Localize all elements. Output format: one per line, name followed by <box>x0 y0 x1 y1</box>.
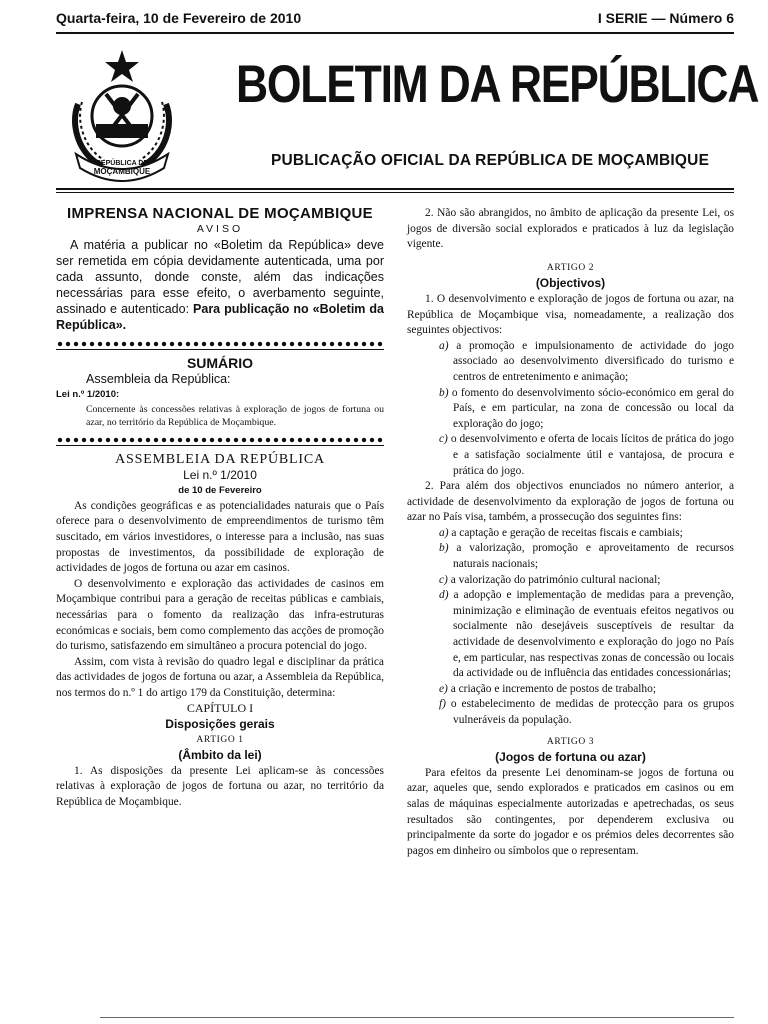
list-item: c) a valorização do património cultural nacional; <box>439 573 661 586</box>
list-item: a) a promoção e impulsionamento de actividade do jogo associado ao desenvolvimento diversificado do turismo e centros de entretenimento e animação; <box>439 339 734 383</box>
masthead-title: BOLETIM DA REPÚBLICA <box>236 55 759 114</box>
sumario-heading: SUMÁRIO <box>186 355 254 372</box>
page-header <box>56 10 734 30</box>
sumario-org: Assembleia da República: <box>86 371 231 386</box>
left-column <box>56 206 384 811</box>
masthead-rule-thin <box>56 192 734 193</box>
footer-rule <box>100 1017 734 1018</box>
issue-date: Quarta-feira, 10 de Fevereiro de 2010 <box>56 10 302 26</box>
sumario-lei: Lei n.º 1/2010: <box>56 389 120 401</box>
emblem-text-1: REPÚBLICA DE <box>95 160 149 167</box>
article-1-paragraph-1: 1. As disposições da presente Lei aplicam-se às concessões relativas à exploração de jogos de fortuna ou azar, no território da República de Moçambique. <box>56 764 384 809</box>
lei-number: Lei n.º 1/2010 <box>183 467 257 482</box>
issue-series: I SERIE — Número 6 <box>597 10 734 26</box>
preamble-paragraph-1: As condições geográficas e as potencialidades naturais que o País oferece para o desenvolvimento de empreendimentos de turismo têm suscitado, em vários investidores, o interesse para a inclusão, nas suas propostas de investimentos, da possibilidade de exploração de actividades de jogos de fortuna ou azar em casinos. <box>56 499 384 575</box>
article-2-paragraph-1: 1. O desenvolvimento e exploração de jogos de fortuna ou azar, na República de Moçambique visa, nomeadamente, a realização dos seguintes objectivos: <box>407 292 734 337</box>
article-3-heading: ARTIGO 3 <box>546 736 595 747</box>
list-item: d) a adopção e implementação de medidas para a prevenção, minimização e eliminação de eventuais efeitos negativos ou socialmente não desejáveis susceptíveis de resultar da actividade de desenvolvimento e exploração do jogo no País e, em particular, nas respectivas zonas de concessão ou locais da actividade ou de influência das entidades concessionárias; <box>439 589 734 680</box>
header-rule <box>56 32 734 34</box>
imprensa-heading: IMPRENSA NACIONAL DE MOÇAMBIQUE <box>67 205 373 222</box>
article-1-paragraph-2: 2. Não são abrangidos, no âmbito de aplicação da presente Lei, os jogos de diversão social explorados e praticados à luz da legislação vigente. <box>407 207 734 251</box>
right-column <box>407 206 734 859</box>
dotted-divider <box>56 339 384 350</box>
article-3-paragraph-1: Para efeitos da presente Lei denominam-se jogos de fortuna ou azar, aqueles que, sendo explorados e praticados em casinos ou em salas de máquinas especialmente autorizadas e apetrechadas, os seus resultados são contingentes, por dependerem exclusiva ou principalmente da sorte do jogador e os prémios deles decorrentes são pagos em dinheiro ou símbolos que o representam. <box>407 766 734 857</box>
list-item: b) a valorização, promoção e aproveitamento de recursos naturais nacionais; <box>439 542 734 571</box>
preamble-paragraph-3: Assim, com vista à revisão do quadro legal e disciplinar da prática das actividades de jogos de fortuna ou azar, a Assembleia da República, nos termos do n.º 1 do artigo 179 da Constituição, determina: <box>56 655 384 699</box>
list-item: e) a criação e incremento de postos de trabalho; <box>439 682 656 695</box>
article-2-paragraph-2: 2. Para além dos objectivos enunciados no número anterior, a actividade de desenvolvimento da exploração de jogos de fortuna ou azar no País visa, também, a prossecução dos seguintes fins: <box>407 480 734 524</box>
coat-of-arms-emblem <box>56 44 188 182</box>
article-3-title: (Jogos de fortuna ou azar) <box>495 750 646 765</box>
list-item: b) o fomento do desenvolvimento sócio-económico em geral do País, e em particular, na zona de concessão ou local da exploração do jogo; <box>439 386 734 430</box>
lei-date: de 10 de Fevereiro <box>178 485 262 497</box>
chapter-title: Disposições gerais <box>165 717 275 732</box>
chapter-heading: CAPÍTULO I <box>186 701 254 716</box>
emblem-text-2: MOÇAMBIQUE <box>93 167 151 176</box>
list-item: c) o desenvolvimento e oferta de locais lícitos de prática do jogo e a satisfação socialmente útil e vantajosa, de procura e prática do jogo. <box>439 433 734 477</box>
aviso-title: AVISO <box>196 222 244 235</box>
article-1-heading: ARTIGO 1 <box>196 734 244 745</box>
article-2-title: (Objectivos) <box>535 276 606 291</box>
masthead-rule <box>56 188 734 190</box>
article-2-heading: ARTIGO 2 <box>546 262 595 273</box>
masthead-subtitle: PUBLICAÇÃO OFICIAL DA REPÚBLICA DE MOÇAMBIQUE <box>271 152 710 169</box>
dotted-divider-2 <box>56 435 384 446</box>
aviso-text: A matéria a publicar no «Boletim da República» deve ser remetida em cópia devidamente autenticada, uma por cada assunto, donde conste, além das indicações necessárias para esse efeito, o averbamento seguinte, assinado e autenticado: Para publicação no «Boletim da República». <box>56 238 384 333</box>
sumario-description: Concernente às concessões relativas à exploração de jogos de fortuna ou azar, no território da República de Moçambique. <box>86 403 384 428</box>
list-item: a) a captação e geração de receitas fiscais e cambiais; <box>439 526 683 539</box>
assembleia-heading: ASSEMBLEIA DA REPÚBLICA <box>115 451 325 467</box>
article-1-title: (Âmbito da lei) <box>178 748 262 763</box>
preamble-paragraph-2: O desenvolvimento e exploração das actividades de casinos em Moçambique contribui para a geração de receitas públicas e cambiais, necessárias para o fomento da realização das infra-estruturas económicas e sociais, bem como complemento das acções de promoção do turismo, satisfazendo em simultâneo a procura potencial do jogo. <box>56 577 384 653</box>
list-item: f) o estabelecimento de medidas de protecção para os grupos vulneráveis da população. <box>439 698 734 726</box>
